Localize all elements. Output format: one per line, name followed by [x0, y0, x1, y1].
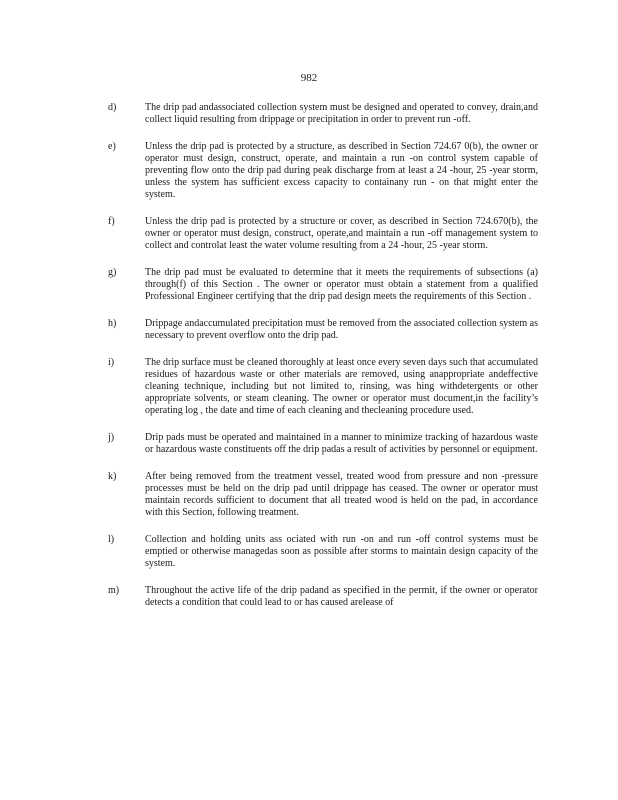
item-text: Drip pads must be operated and maintained in a manner to minimize tracking of hazardous waste or hazardous waste constituents off the drip padas a result of activities by personnel or equipment. [145, 432, 538, 455]
list-item [108, 318, 538, 342]
list-item [108, 141, 538, 201]
item-label: e) [108, 141, 116, 152]
item-text: Throughout the active life of the drip padand as specified in the permit, if the owner or operator detects a condition that could lead to or has caused arelease of [145, 585, 538, 608]
item-text: The drip pad must be evaluated to determine that it meets the requirements of subsections (a) through(f) of this Section . The owner or operator must obtain a statement from a qualified Professional Engineer certifying that the drip pad design meets the requirements of this Section . [145, 267, 538, 302]
list-item [108, 585, 538, 609]
item-label: f) [108, 216, 115, 227]
list-item [108, 102, 538, 126]
item-text: Unless the drip pad is protected by a structure or cover, as described in Section 724.670(b), the owner or operator must design, construct, operate,and maintain a run -off management system to collect and controlat least the water volume resulting from a 24 -hour, 25 -year storm. [145, 216, 538, 251]
list-item [108, 216, 538, 252]
item-label: m) [108, 585, 120, 596]
page-number: 982 [300, 72, 318, 84]
item-label: l) [108, 534, 115, 545]
list-item [108, 432, 538, 456]
regulation-list [108, 102, 538, 624]
item-text: Drippage andaccumulated precipitation must be removed from the associated collection system as necessary to prevent overflow onto the drip pad. [145, 318, 538, 341]
item-label: j) [108, 432, 115, 443]
item-text: Unless the drip pad is protected by a structure, as described in Section 724.67 0(b), the owner or operator must design, construct, operate, and maintain a run -on control system capable of preventing flow onto the drip pad during peak discharge from at least a 24 -hour, 25 -year storm, unless the system has sufficient excess capacity to containany run - on that might enter the system. [145, 141, 538, 200]
list-item [108, 267, 538, 303]
list-item [108, 357, 538, 417]
item-label: k) [108, 471, 117, 482]
item-text: The drip surface must be cleaned thoroughly at least once every seven days such that accumulated residues of hazardous waste or other materials are removed, using anappropriate andeffective cleaning technique, including but not limited to, rinsing, was hing withdetergents or other appropriate solvents, or steam cleaning. The owner or operator must document,in the facility’s operating log , the date and time of each cleaning and thecleaning procedure used. [145, 357, 538, 416]
item-text: Collection and holding units ass ociated with run -on and run -off control systems must be emptied or otherwise managedas soon as possible after storms to maintain design capacity of the system. [145, 534, 538, 569]
list-item [108, 471, 538, 519]
item-text: The drip pad andassociated collection system must be designed and operated to convey, drain,and collect liquid resulting from drippage or precipitation in order to prevent run -off. [145, 102, 538, 125]
item-label: h) [108, 318, 117, 329]
item-label: g) [108, 267, 117, 278]
item-text: After being removed from the treatment vessel, treated wood from pressure and non -pressure processes must be held on the drip pad until drippage has ceased. The owner or operator must maintain records sufficient to document that all treated wood is held on the pad, in accordance with this Section, following treatment. [145, 471, 538, 518]
item-label: d) [108, 102, 117, 113]
list-item [108, 534, 538, 570]
item-label: i) [108, 357, 115, 368]
